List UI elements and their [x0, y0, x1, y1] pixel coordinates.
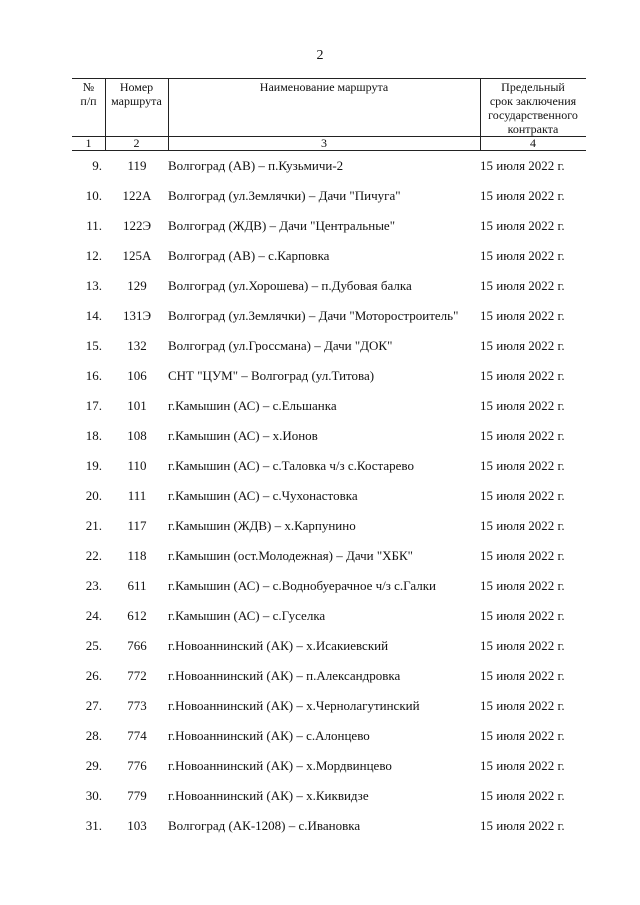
route-name: г.Камышин (ЖДВ) – х.Карпунино [168, 518, 356, 533]
contract-deadline: 15 июля 2022 г. [480, 728, 565, 743]
route-name: г.Камышин (АС) – с.Гуселка [168, 608, 326, 623]
contract-deadline: 15 июля 2022 г. [480, 668, 565, 683]
row-number: 15. [85, 338, 102, 353]
route-number: 118 [127, 548, 147, 563]
table-row [0, 482, 640, 512]
route-number: 110 [127, 458, 147, 473]
header-col-index: 3 [321, 136, 327, 150]
header-col-index: 2 [133, 136, 140, 150]
table-row [0, 212, 640, 242]
row-number: 10. [85, 188, 102, 203]
route-number: 779 [127, 788, 147, 803]
page-number: 2 [316, 48, 324, 63]
table-row [0, 782, 640, 812]
row-number: 16. [85, 368, 102, 383]
table-row [0, 422, 640, 452]
table-row [0, 302, 640, 332]
route-name: Волгоград (ул.Гроссмана) – Дачи "ДОК" [168, 338, 393, 353]
row-number: 19. [85, 458, 102, 473]
row-number: 26. [85, 668, 102, 683]
row-number: 12. [85, 248, 102, 263]
route-name: г.Новоаннинский (АК) – п.Александровка [168, 668, 401, 683]
row-number: 23. [85, 578, 102, 593]
route-name: г.Новоаннинский (АК) – х.Исакиевский [168, 638, 389, 653]
contract-deadline: 15 июля 2022 г. [480, 638, 565, 653]
route-name: Волгоград (АК-1208) – с.Ивановка [168, 818, 361, 833]
route-number: 131Э [122, 308, 152, 323]
route-number: 119 [127, 158, 147, 173]
contract-deadline: 15 июля 2022 г. [480, 608, 565, 623]
route-name: Волгоград (ул.Хорошева) – п.Дубовая балка [168, 278, 412, 293]
route-name: г.Новоаннинский (АК) – с.Алонцево [168, 728, 370, 743]
route-number: 117 [127, 518, 147, 533]
contract-deadline: 15 июля 2022 г. [480, 398, 565, 413]
route-number: 772 [127, 668, 147, 683]
table-row [0, 722, 640, 752]
row-number: 11. [86, 218, 102, 233]
header-text: п/п [80, 94, 97, 108]
contract-deadline: 15 июля 2022 г. [480, 248, 565, 263]
table-row [0, 662, 640, 692]
header-col-number [72, 80, 105, 108]
header-text: контракта [507, 122, 559, 136]
route-number: 125А [122, 248, 152, 263]
header-col-deadline [480, 80, 586, 136]
contract-deadline: 15 июля 2022 г. [480, 578, 565, 593]
route-number: 132 [127, 338, 147, 353]
row-number: 20. [85, 488, 102, 503]
route-number: 108 [127, 428, 147, 443]
route-number: 129 [127, 278, 147, 293]
contract-deadline: 15 июля 2022 г. [480, 758, 565, 773]
table-header [72, 78, 586, 151]
row-number: 21. [85, 518, 102, 533]
route-number: 103 [127, 818, 147, 833]
table-row [0, 542, 640, 572]
route-name: г.Новоаннинский (АК) – х.Чернолагутинский [168, 698, 420, 713]
route-name: Волгоград (АВ) – п.Кузьмичи-2 [168, 158, 344, 173]
route-name: г.Камышин (АС) – с.Ельшанка [168, 398, 337, 413]
table-row [0, 242, 640, 272]
route-name: г.Новоаннинский (АК) – х.Мордвинцево [168, 758, 392, 773]
table-row [0, 392, 640, 422]
header-text: Номер [119, 80, 154, 94]
contract-deadline: 15 июля 2022 г. [480, 218, 565, 233]
table-row [0, 692, 640, 722]
contract-deadline: 15 июля 2022 г. [480, 548, 565, 563]
table-row [0, 752, 640, 782]
contract-deadline: 15 июля 2022 г. [480, 698, 565, 713]
route-name: г.Камышин (ост.Молодежная) – Дачи "ХБК" [168, 548, 413, 563]
contract-deadline: 15 июля 2022 г. [480, 308, 565, 323]
route-name: Волгоград (ул.Землячки) – Дачи "Пичуга" [168, 188, 401, 203]
contract-deadline: 15 июля 2022 г. [480, 818, 565, 833]
route-number: 766 [127, 638, 147, 653]
header-col-name [168, 80, 480, 94]
contract-deadline: 15 июля 2022 г. [480, 188, 565, 203]
route-name: г.Камышин (АС) – с.Воднобуерачное ч/з с.Галки [168, 578, 437, 593]
header-col-route [105, 80, 168, 108]
route-name: Волгоград (АВ) – с.Карповка [168, 248, 330, 263]
route-name: Волгоград (ул.Землячки) – Дачи "Моторостроитель" [168, 308, 459, 323]
route-number: 774 [127, 728, 147, 743]
route-number: 776 [127, 758, 147, 773]
route-name: СНТ "ЦУМ" – Волгоград (ул.Титова) [168, 368, 375, 383]
route-number: 122Э [122, 218, 152, 233]
route-name: г.Камышин (АС) – х.Ионов [168, 428, 318, 443]
route-name: Волгоград (ЖДВ) – Дачи "Центральные" [168, 218, 395, 233]
header-text: Предельный [501, 80, 565, 94]
table-row [0, 152, 640, 182]
header-text: № [82, 80, 95, 94]
contract-deadline: 15 июля 2022 г. [480, 488, 565, 503]
route-number: 111 [127, 488, 147, 503]
route-number: 773 [127, 698, 147, 713]
table-row [0, 272, 640, 302]
table-row [0, 632, 640, 662]
table-body [0, 152, 640, 842]
contract-deadline: 15 июля 2022 г. [480, 158, 565, 173]
row-number: 24. [85, 608, 102, 623]
row-number: 18. [85, 428, 102, 443]
contract-deadline: 15 июля 2022 г. [480, 368, 565, 383]
route-name: г.Камышин (АС) – с.Таловка ч/з с.Костарево [168, 458, 414, 473]
table-row [0, 332, 640, 362]
route-name: г.Новоаннинский (АК) – х.Киквидзе [168, 788, 369, 803]
row-number: 28. [85, 728, 102, 743]
row-number: 25. [85, 638, 102, 653]
table-row [0, 812, 640, 842]
table-row [0, 362, 640, 392]
contract-deadline: 15 июля 2022 г. [480, 428, 565, 443]
header-col-index: 1 [85, 136, 92, 150]
row-number: 29. [85, 758, 102, 773]
table-row [0, 602, 640, 632]
table-row [0, 572, 640, 602]
route-number: 101 [127, 398, 147, 413]
table-row [0, 452, 640, 482]
header-text: Наименование маршрута [259, 80, 389, 94]
contract-deadline: 15 июля 2022 г. [480, 458, 565, 473]
row-number: 14. [85, 308, 102, 323]
row-number: 30. [85, 788, 102, 803]
header-col-index: 4 [530, 136, 536, 150]
header-text: маршрута [111, 94, 162, 108]
route-number: 611 [127, 578, 147, 593]
route-number: 106 [127, 368, 147, 383]
header-text: срок заключения [489, 94, 577, 108]
contract-deadline: 15 июля 2022 г. [480, 278, 565, 293]
contract-deadline: 15 июля 2022 г. [480, 338, 565, 353]
row-number: 17. [85, 398, 102, 413]
row-number: 9. [92, 158, 102, 173]
contract-deadline: 15 июля 2022 г. [480, 788, 565, 803]
route-name: г.Камышин (АС) – с.Чухонастовка [168, 488, 358, 503]
route-number: 612 [127, 608, 147, 623]
header-top-rule [72, 78, 586, 79]
table-row [0, 512, 640, 542]
row-number: 22. [85, 548, 102, 563]
contract-deadline: 15 июля 2022 г. [480, 518, 565, 533]
header-bottom-rule [72, 150, 586, 151]
row-number: 27. [85, 698, 102, 713]
table-row [0, 182, 640, 212]
route-number: 122А [122, 188, 152, 203]
row-number: 31. [85, 818, 102, 833]
row-number: 13. [85, 278, 102, 293]
header-text: государственного [488, 108, 578, 122]
